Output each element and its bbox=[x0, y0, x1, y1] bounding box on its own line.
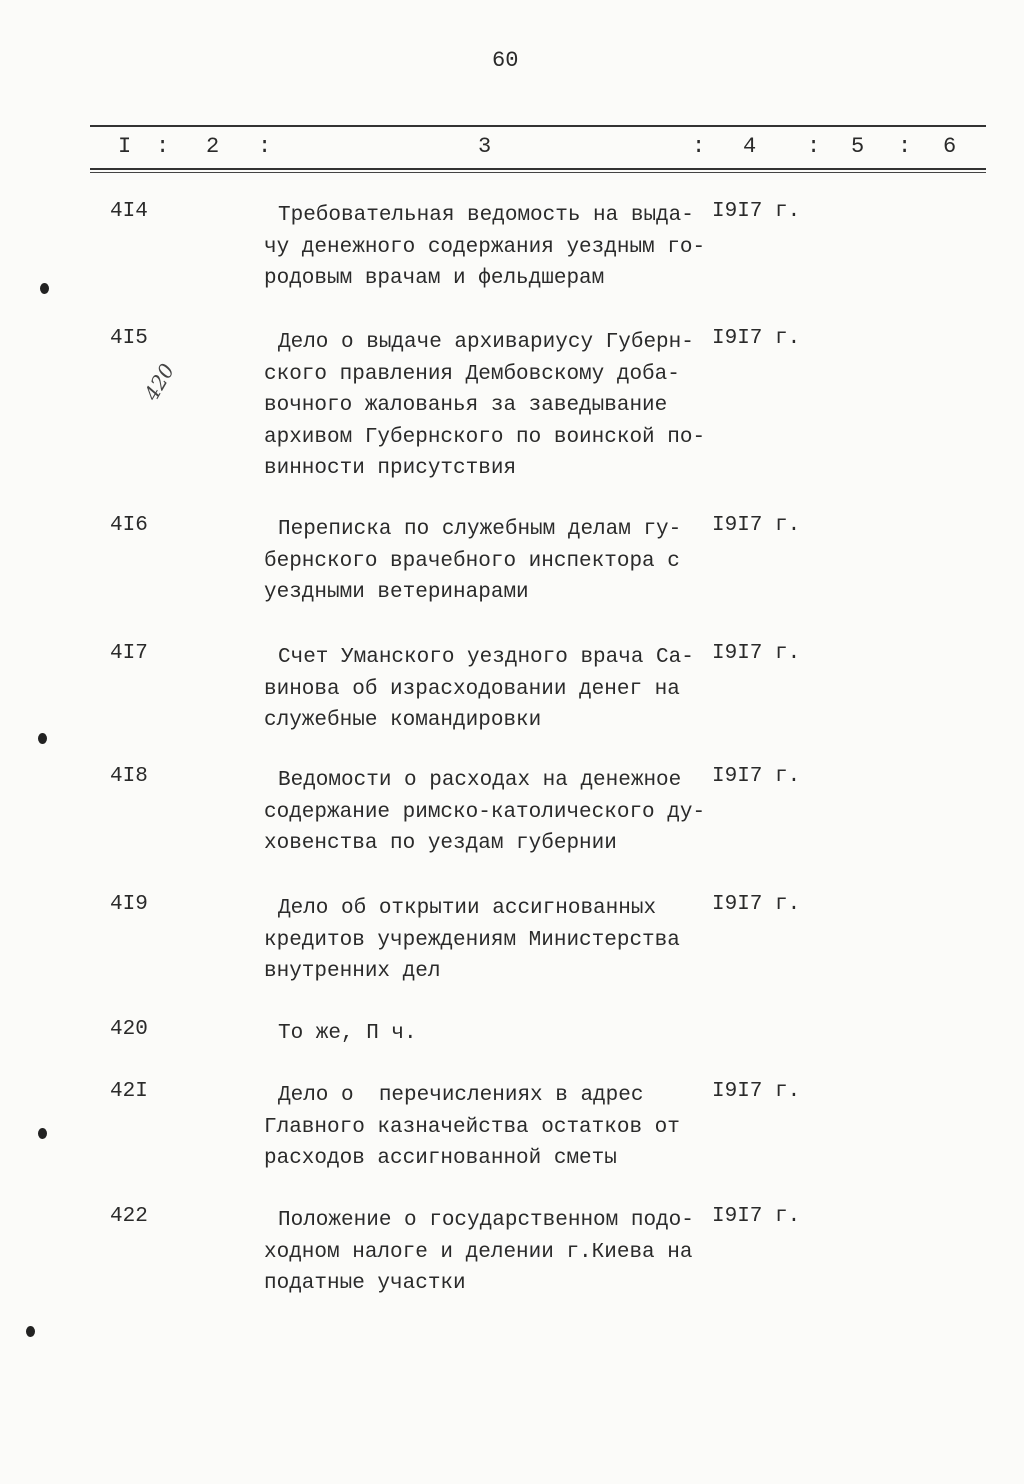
entry-title-line: ского правления Дембовскому доба- bbox=[264, 362, 680, 386]
entry-title-line: ховенства по уездам губернии bbox=[264, 832, 617, 855]
entry-number: 4I6 bbox=[110, 514, 148, 537]
entry-number: 42I bbox=[110, 1080, 148, 1103]
entry-title bbox=[264, 893, 680, 988]
entry-title-line: чу денежного содержания уездным го- bbox=[264, 235, 706, 259]
entry-title-line: податные участки bbox=[264, 1272, 466, 1295]
column-separator: : bbox=[807, 134, 821, 159]
entry-number: 4I7 bbox=[110, 642, 148, 665]
entry-title-line: Требовательная ведомость на выда- bbox=[278, 204, 694, 227]
entry-row bbox=[0, 765, 1024, 855]
column-header-4: 4 bbox=[743, 134, 757, 159]
column-separator: : bbox=[156, 134, 170, 159]
binder-hole bbox=[26, 1326, 35, 1337]
handwritten-note: 420 bbox=[139, 359, 180, 405]
entry-title bbox=[264, 1205, 694, 1300]
entry-row bbox=[0, 1018, 1024, 1045]
header-bottom-rule bbox=[90, 168, 986, 170]
entry-row bbox=[0, 1080, 1024, 1170]
entry-year: I9I7 г. bbox=[712, 642, 801, 665]
column-header-3: 3 bbox=[478, 134, 492, 159]
entry-title bbox=[264, 1080, 680, 1175]
entry-row bbox=[0, 200, 1024, 290]
entry-title-line: служебные командировки bbox=[264, 709, 542, 732]
entry-title-line: Ведомости о расходах на денежное bbox=[278, 769, 682, 792]
entry-number: 4I8 bbox=[110, 765, 148, 788]
entry-title-line: ходном налоге и делении г.Киева на bbox=[264, 1240, 693, 1264]
entry-title-line: уездными ветеринарами bbox=[264, 581, 529, 604]
entry-title-line: Положение о государственном подо- bbox=[278, 1209, 694, 1232]
entry-number: 422 bbox=[110, 1205, 148, 1228]
entry-title-line: Переписка по служебным делам гу- bbox=[278, 518, 682, 541]
entry-title-line: Главного казначейства остатков от bbox=[264, 1115, 680, 1139]
entry-year: I9I7 г. bbox=[712, 327, 801, 350]
column-header-2: 2 bbox=[206, 134, 220, 159]
entry-year: I9I7 г. bbox=[712, 1205, 801, 1228]
entry-title bbox=[264, 514, 681, 609]
entry-title bbox=[264, 200, 705, 295]
entry-title-line: То же, П ч. bbox=[278, 1022, 417, 1045]
entry-year: I9I7 г. bbox=[712, 1080, 801, 1103]
column-separator: : bbox=[692, 134, 706, 159]
entry-title-line: архивом Губернского по воинской по- bbox=[264, 425, 706, 449]
entry-number: 4I9 bbox=[110, 893, 148, 916]
entry-title-line: винности присутствия bbox=[264, 457, 517, 480]
entry-title-line: Дело о выдаче архивариусу Губерн- bbox=[278, 331, 694, 354]
header-bottom-rule-2 bbox=[90, 172, 986, 173]
entry-title bbox=[264, 1018, 417, 1050]
entry-row bbox=[0, 1205, 1024, 1295]
entry-title-line: расходов ассигнованной сметы bbox=[264, 1147, 617, 1170]
binder-hole bbox=[38, 1128, 47, 1139]
entry-year: I9I7 г. bbox=[712, 893, 801, 916]
entry-title bbox=[264, 642, 694, 737]
entry-title bbox=[264, 765, 705, 860]
column-header-5: 5 bbox=[851, 134, 865, 159]
binder-hole bbox=[38, 733, 47, 744]
column-header-1: I bbox=[118, 134, 132, 159]
entry-title-line: содержание римско-католического ду- bbox=[264, 800, 706, 824]
binder-hole bbox=[40, 283, 49, 294]
entry-year: I9I7 г. bbox=[712, 200, 801, 223]
entry-title-line: кредитов учреждениям Министерства bbox=[264, 928, 680, 952]
entry-title-line: Дело об открытии ассигнованных bbox=[278, 897, 657, 920]
entry-title-line: родовым врачам и фельдшерам bbox=[264, 267, 605, 290]
header-top-rule bbox=[90, 125, 986, 127]
entry-row bbox=[0, 893, 1024, 983]
entry-title bbox=[264, 327, 705, 485]
entry-year: I9I7 г. bbox=[712, 765, 801, 788]
entry-number: 4I4 bbox=[110, 200, 148, 223]
page-number: 60 bbox=[492, 48, 519, 73]
entry-title-line: Дело о перечислениях в адрес bbox=[278, 1084, 644, 1107]
column-separator: : bbox=[258, 134, 272, 159]
entry-title-line: вочного жалованья за заведывание bbox=[264, 394, 668, 417]
entry-title-line: винова об израсходовании денег на bbox=[264, 677, 680, 701]
entry-number: 4I5 bbox=[110, 327, 148, 350]
entry-number: 420 bbox=[110, 1018, 148, 1041]
entry-row bbox=[0, 642, 1024, 732]
entry-row bbox=[0, 514, 1024, 604]
column-separator: : bbox=[898, 134, 912, 159]
entry-year: I9I7 г. bbox=[712, 514, 801, 537]
entry-title-line: Счет Уманского уездного врача Са- bbox=[278, 646, 694, 669]
column-header-6: 6 bbox=[943, 134, 957, 159]
entry-title-line: внутренних дел bbox=[264, 960, 441, 983]
entry-title-line: бернского врачебного инспектора с bbox=[264, 549, 680, 573]
